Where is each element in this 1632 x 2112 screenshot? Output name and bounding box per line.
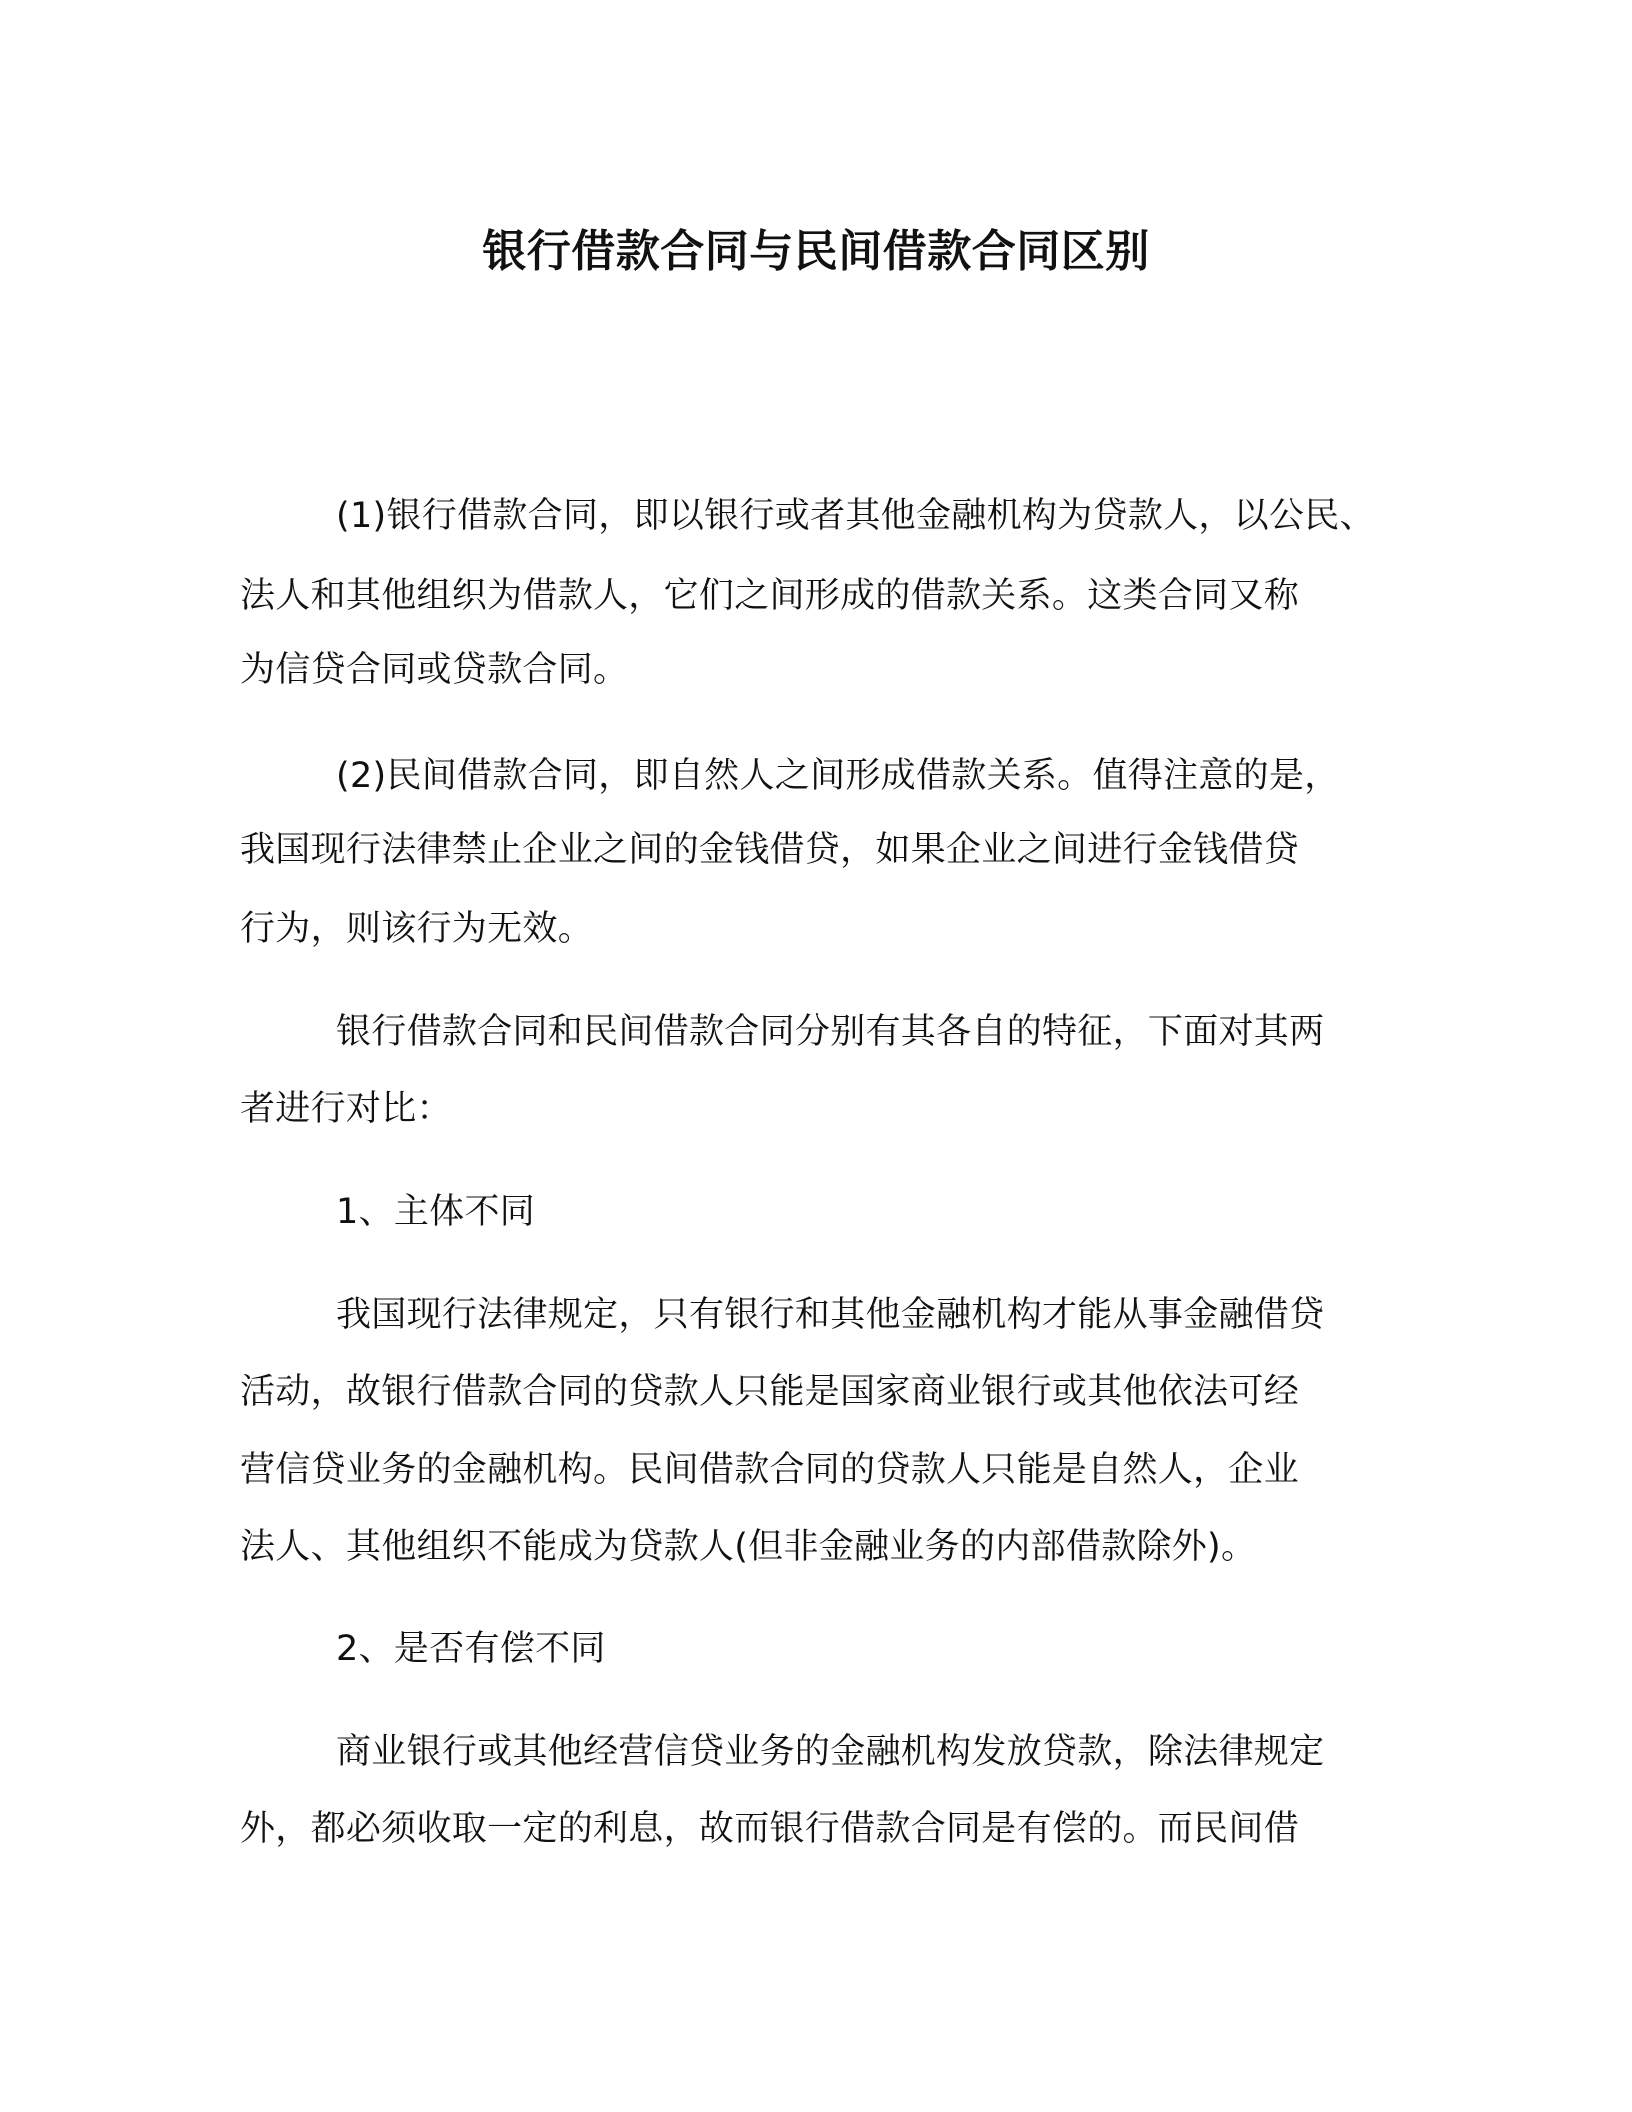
paragraph-4-line-4: 法人、其他组织不能成为贷款人(但非金融业务的内部借款除外)。 bbox=[240, 1527, 1257, 1567]
paragraph-3-line-1: 银行借款合同和民间借款合同分别有其各自的特征，下面对其两 bbox=[336, 1012, 1325, 1052]
paragraph-4-line-3: 营信贷业务的金融机构。民间借款合同的贷款人只能是自然人，企业 bbox=[240, 1450, 1300, 1490]
paragraph-2-line-2: 我国现行法律禁止企业之间的金钱借贷，如果企业之间进行金钱借贷 bbox=[240, 830, 1300, 870]
paragraph-4-line-1: 我国现行法律规定，只有银行和其他金融机构才能从事金融借贷 bbox=[336, 1295, 1325, 1335]
paragraph-1-line-2: 法人和其他组织为借款人，它们之间形成的借款关系。这类合同又称 bbox=[240, 576, 1300, 616]
paragraph-5-line-1: 商业银行或其他经营信贷业务的金融机构发放贷款，除法律规定 bbox=[336, 1732, 1325, 1772]
section-heading-2: 2、是否有偿不同 bbox=[336, 1629, 606, 1669]
paragraph-3-line-2: 者进行对比： bbox=[240, 1089, 452, 1129]
paragraph-2-line-3: 行为，则该行为无效。 bbox=[240, 909, 594, 949]
section-heading-1: 1、主体不同 bbox=[336, 1192, 536, 1232]
paragraph-2-line-1: (2)民间借款合同，即自然人之间形成借款关系。值得注意的是， bbox=[336, 756, 1340, 796]
paragraph-5-line-2: 外，都必须收取一定的利息，故而银行借款合同是有偿的。而民间借 bbox=[240, 1809, 1300, 1849]
document-title: 银行借款合同与民间借款合同区别 bbox=[482, 226, 1150, 277]
paragraph-4-line-2: 活动，故银行借款合同的贷款人只能是国家商业银行或其他依法可经 bbox=[240, 1372, 1300, 1412]
paragraph-1-line-1: (1)银行借款合同，即以银行或者其他金融机构为贷款人，以公民、 bbox=[336, 496, 1375, 536]
paragraph-1-line-3: 为信贷合同或贷款合同。 bbox=[240, 650, 629, 690]
